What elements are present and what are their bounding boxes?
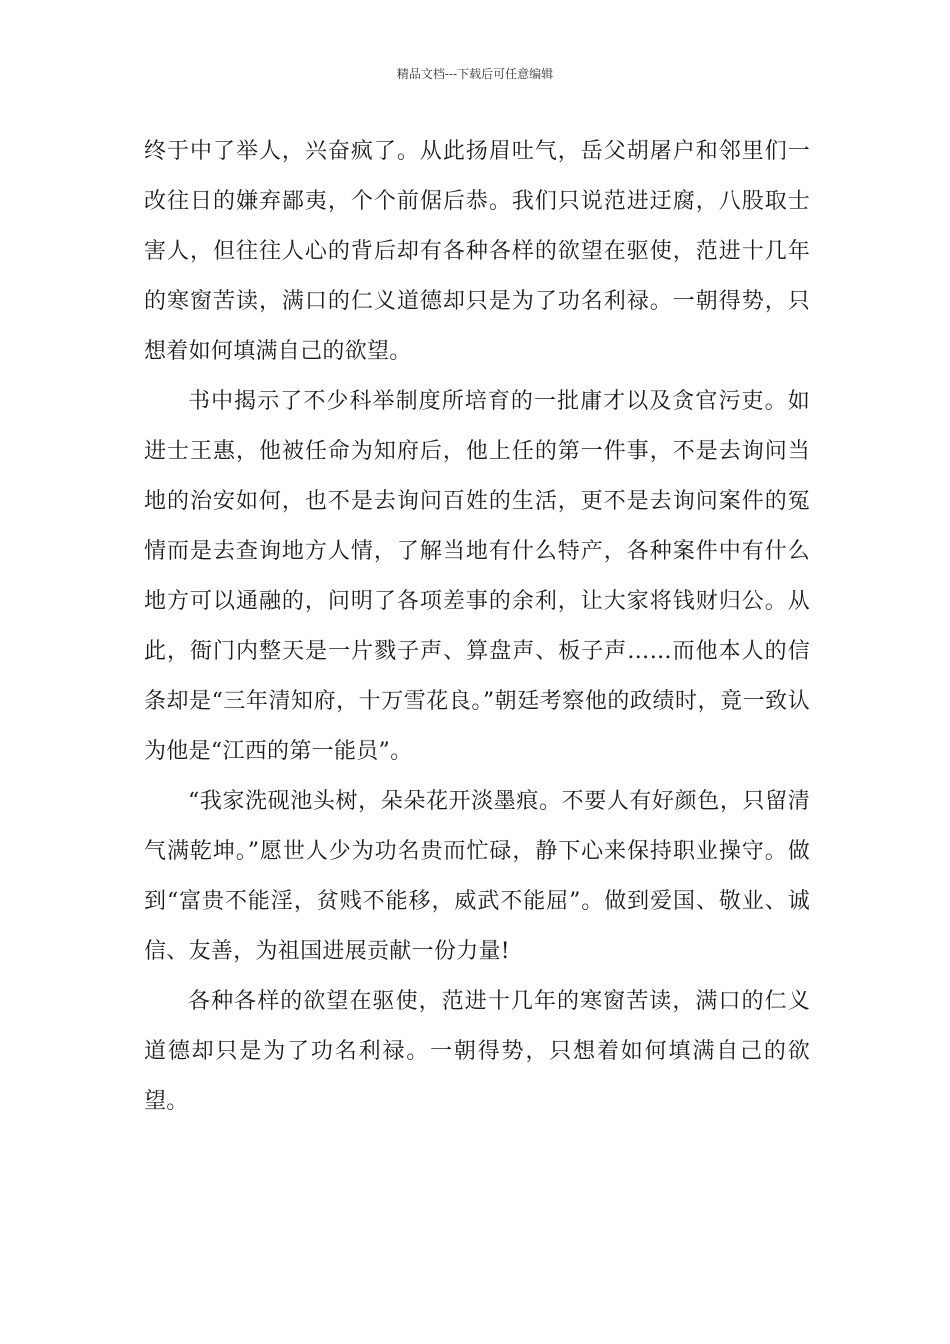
paragraph-2: 书中揭示了不少科举制度所培育的一批庸才以及贪官污吏。如进士王惠，他被任命为知府后，他上任的第一件事，不是去询问当地的治安如何，也不是去询问百姓的生活，更不是去询问案件的冤情而是去查询地方人情，了解当地有什么特产，各种案件中有什么地方可以通融的，问明了各项差事的余利，让大家将钱财归公。从此，衙门内整天是一片戮子声、算盘声、板子声……而他本人的信条却是“三年清知府，十万雪花良。”朝廷考察他的政绩时，竟一致认为他是“江西的第一能员”。: [144, 389, 810, 764]
document-body: [144, 127, 810, 1127]
page-header: 精品文档---下载后可任意编辑: [396, 67, 554, 81]
paragraph-1: 终于中了举人，兴奋疯了。从此扬眉吐气，岳父胡屠户和邻里们一改往日的嫌弃鄙夷，个个前倨后恭。我们只说范进迂腐，八股取士害人，但往往人心的背后却有各种各样的欲望在驱使，范进十几年的寒窗苦读，满口的仁义道德却只是为了功名利禄。一朝得势，只想着如何填满自己的欲望。: [144, 139, 810, 364]
paragraph-4: 各种各样的欲望在驱使，范进十几年的寒窗苦读，满口的仁义道德却只是为了功名利禄。一朝得势，只想着如何填满自己的欲望。: [144, 989, 810, 1114]
paragraph-3: “我家洗砚池头树，朵朵花开淡墨痕。不要人有好颜色，只留清气满乾坤。”愿世人少为功名贵而忙碌，静下心来保持职业操守。做到“富贵不能淫，贫贱不能移，威武不能屈”。做到爱国、敬业、诚信、友善，为祖国进展贡献一份力量!: [144, 789, 810, 964]
